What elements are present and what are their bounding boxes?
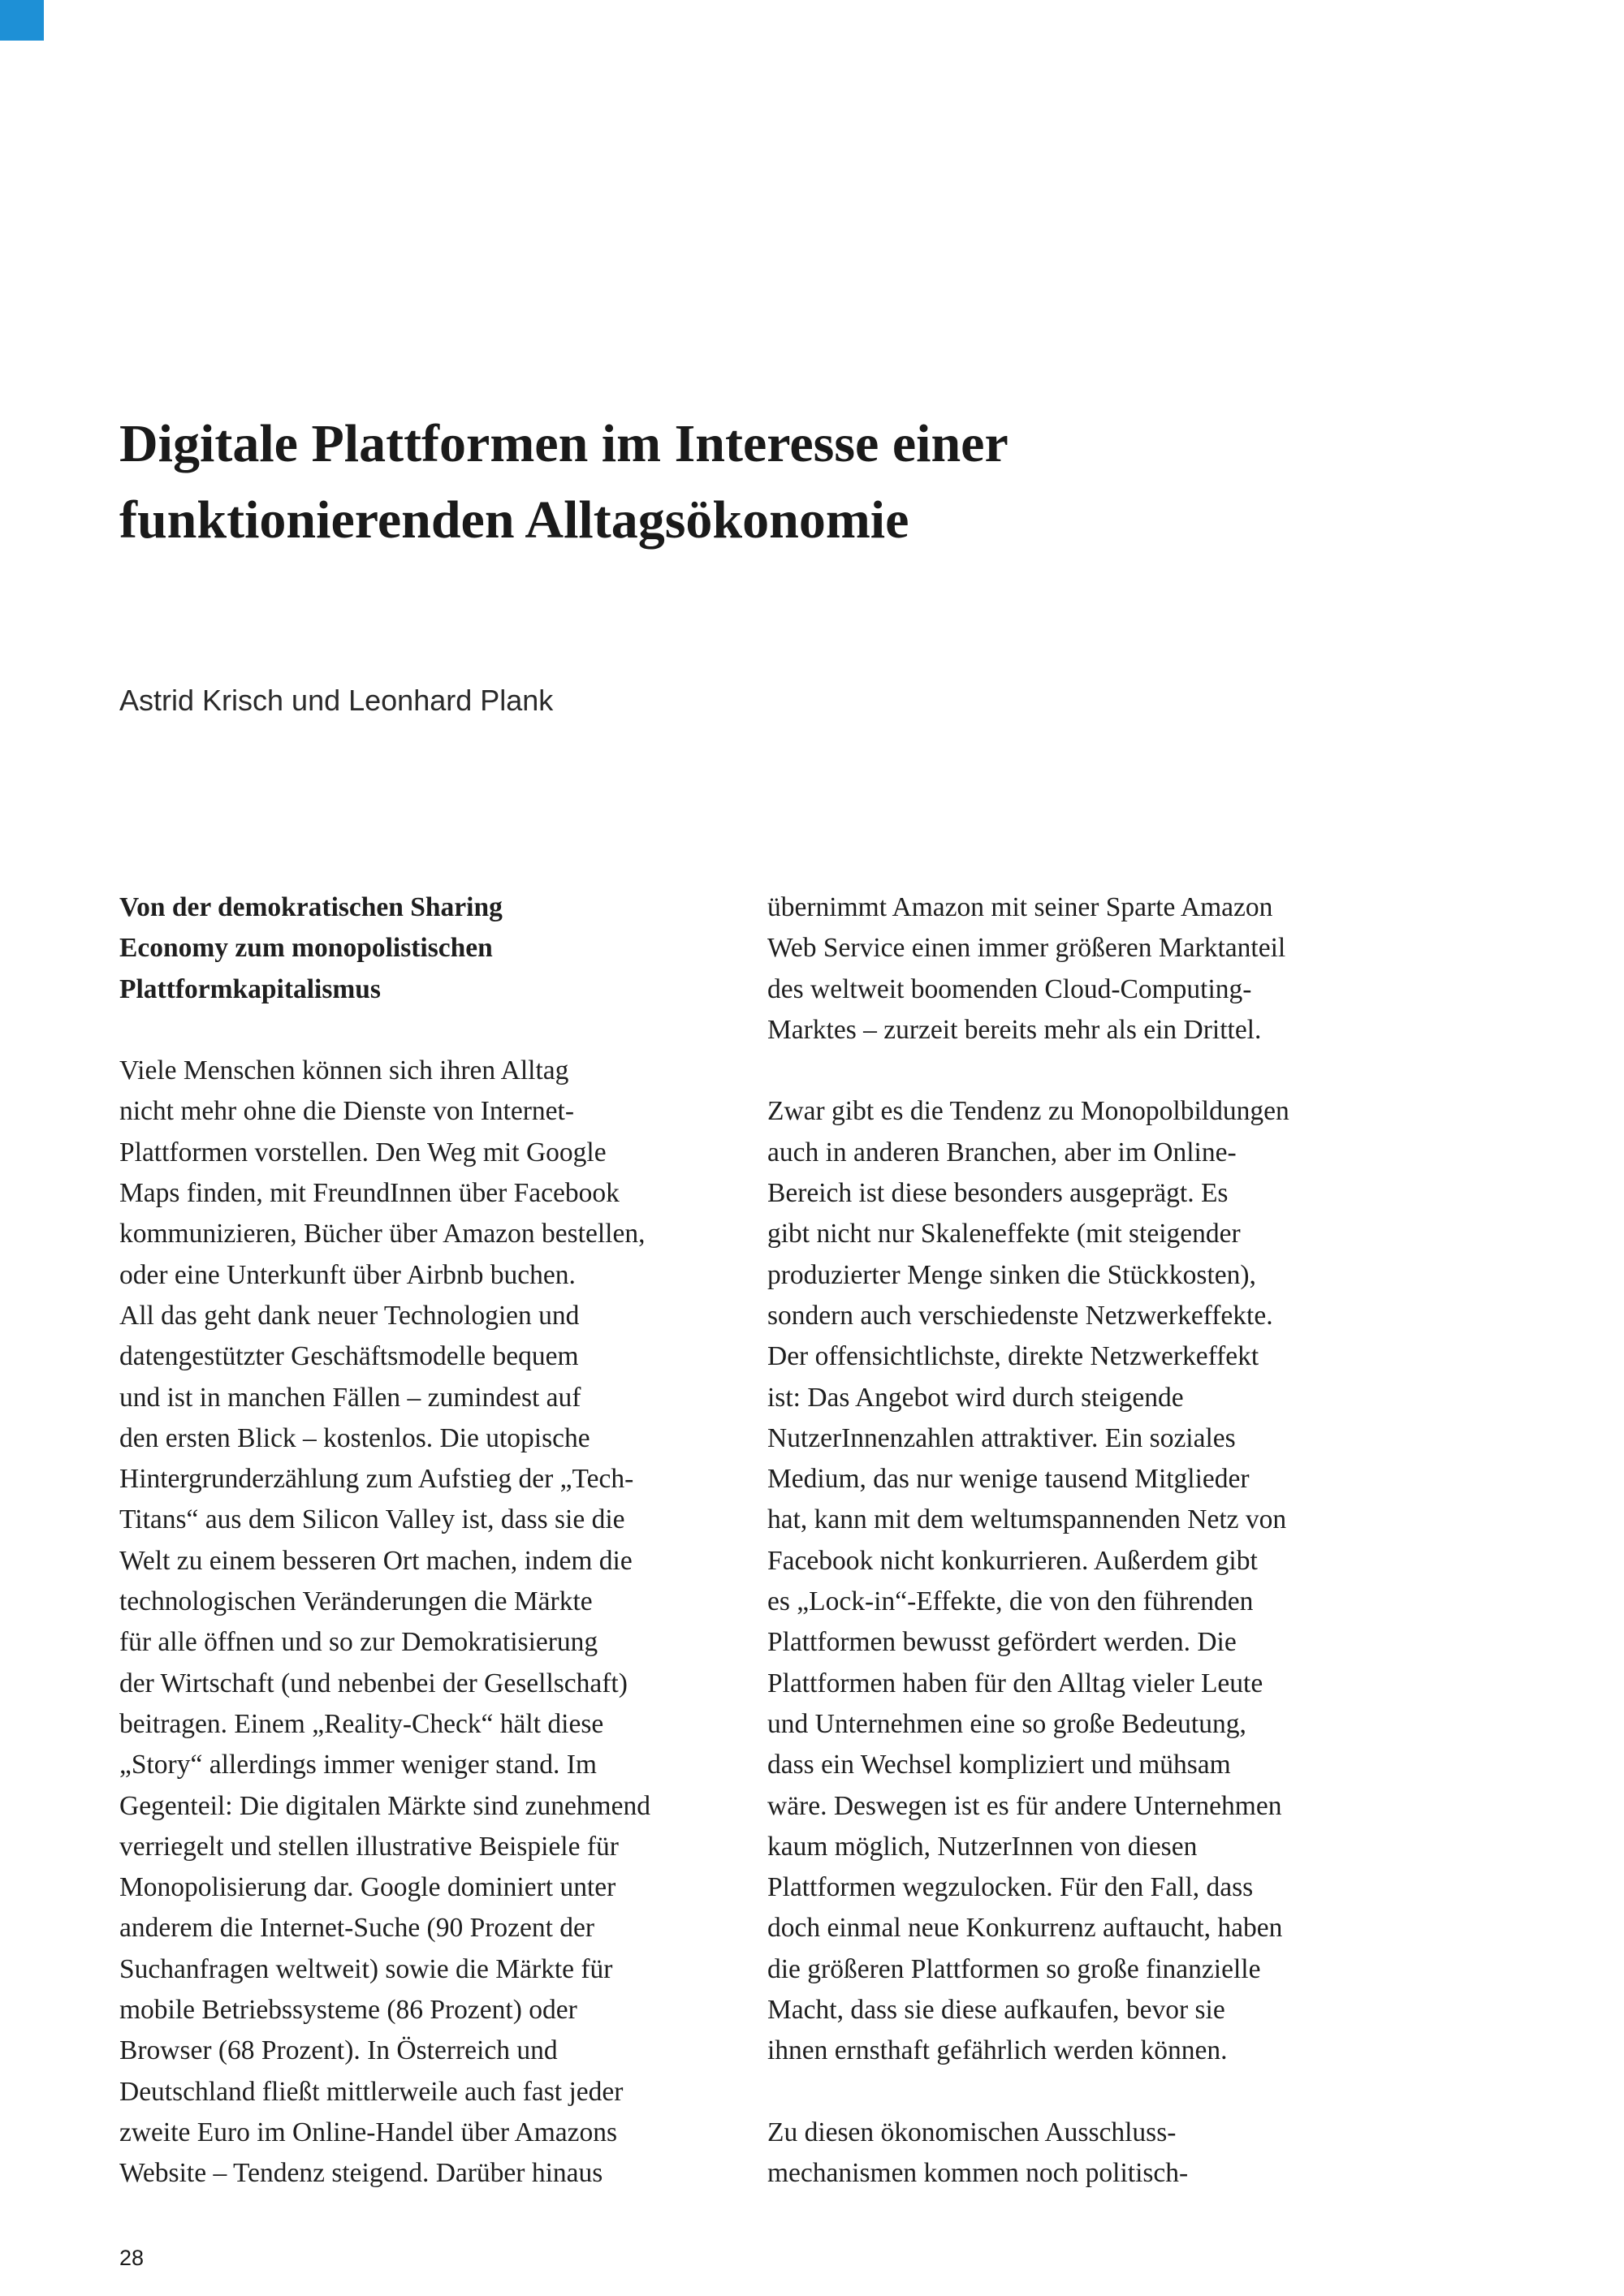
text-line: Macht, dass sie diese aufkaufen, bevor sie (767, 1995, 1225, 2026)
text-line: übernimmt Amazon mit seiner Sparte Amazon (767, 892, 1273, 922)
body-paragraph (767, 887, 1384, 1051)
text-line: datengestützter Geschäftsmodelle bequem (119, 1341, 579, 1372)
text-line: den ersten Blick – kostenlos. Die utopische (119, 1422, 590, 1453)
text-line: Website – Tendenz steigend. Darüber hinaus (119, 2158, 603, 2189)
text-line: beitragen. Einem „Reality-Check“ hält diese (119, 1708, 604, 1739)
title-line: funktionierenden Alltagsökonomie (119, 490, 909, 550)
text-line: der Wirtschaft (und nebenbei der Gesellschaft) (119, 1668, 628, 1698)
text-line: kommunizieren, Bücher über Amazon bestellen, (119, 1219, 646, 1249)
section-heading-line: Von der demokratischen Sharing (119, 892, 503, 922)
text-line: Zu diesen ökonomischen Ausschluss- (767, 2117, 1177, 2147)
text-line: Web Service einen immer größeren Marktanteil (767, 933, 1286, 964)
section-heading (119, 887, 736, 1010)
text-line: gibt nicht nur Skaleneffekte (mit steigender (767, 1219, 1241, 1249)
text-line: zweite Euro im Online-Handel über Amazons (119, 2117, 618, 2147)
section-heading-line: Plattformkapitalismus (119, 973, 381, 1004)
text-line: Zwar gibt es die Tendenz zu Monopolbildungen (767, 1096, 1289, 1127)
text-line: wäre. Deswegen ist es für andere Unternehmen (767, 1790, 1282, 1821)
text-line: Browser (68 Prozent). In Österreich und (119, 2035, 558, 2066)
text-line: es „Lock-in“-Effekte, die von den führenden (767, 1586, 1254, 1617)
text-line: Deutschland fließt mittlerweile auch fast jeder (119, 2076, 624, 2107)
text-line: die größeren Plattformen so große finanzielle (767, 1953, 1261, 1984)
text-line: Medium, das nur wenige tausend Mitglieder (767, 1464, 1250, 1495)
text-line: All das geht dank neuer Technologien und (119, 1300, 580, 1331)
text-line: „Story“ allerdings immer weniger stand. Im (119, 1750, 597, 1780)
text-line: hat, kann mit dem weltumspannenden Netz von (767, 1504, 1287, 1535)
title-line: Digitale Plattformen im Interesse einer (119, 414, 1009, 473)
body-paragraph (119, 1051, 736, 2194)
text-line: Welt zu einem besseren Ort machen, indem die (119, 1545, 633, 1576)
text-line: für alle öffnen und so zur Demokratisierung (119, 1627, 598, 1658)
text-line: des weltweit boomenden Cloud-Computing- (767, 973, 1252, 1004)
text-line: und Unternehmen eine so große Bedeutung, (767, 1708, 1246, 1739)
text-line: Gegenteil: Die digitalen Märkte sind zunehmend (119, 1790, 650, 1821)
text-line: anderem die Internet-Suche (90 Prozent der (119, 1913, 595, 1944)
text-line: ist: Das Angebot wird durch steigende (767, 1382, 1184, 1413)
text-line: verriegelt und stellen illustrative Beispiele für (119, 1831, 619, 1862)
text-line: nicht mehr ohne die Dienste von Internet- (119, 1096, 575, 1127)
text-line: Monopolisierung dar. Google dominiert unter (119, 1872, 616, 1903)
text-line: produzierter Menge sinken die Stückkosten), (767, 1259, 1256, 1290)
paragraph-gap (767, 2072, 1384, 2113)
text-line: Plattformen bewusst gefördert werden. Die (767, 1627, 1237, 1658)
text-line: Plattformen vorstellen. Den Weg mit Google (119, 1137, 607, 1167)
text-line: Titans“ aus dem Silicon Valley ist, dass sie die (119, 1504, 625, 1535)
text-line: mobile Betriebssysteme (86 Prozent) oder (119, 1995, 577, 2026)
right-text-column (767, 887, 1384, 2195)
article-authors: Astrid Krisch und Leonhard Plank (119, 684, 554, 717)
text-line: doch einmal neue Konkurrenz auftaucht, haben (767, 1913, 1283, 1944)
body-paragraph (767, 2113, 1384, 2195)
text-line: technologischen Veränderungen die Märkte (119, 1586, 593, 1617)
text-line: Suchanfragen weltweit) sowie die Märkte für (119, 1953, 613, 1984)
text-line: ihnen ernsthaft gefährlich werden können. (767, 2035, 1228, 2066)
text-line: Der offensichtlichste, direkte Netzwerkeffekt (767, 1341, 1259, 1372)
paragraph-gap (767, 1051, 1384, 1091)
section-heading-line: Economy zum monopolistischen (119, 933, 493, 964)
paragraph-gap (119, 1010, 736, 1051)
text-line: mechanismen kommen noch politisch- (767, 2158, 1189, 2189)
text-line: Plattformen wegzulocken. Für den Fall, dass (767, 1872, 1254, 1903)
page-number: 28 (119, 2246, 145, 2270)
text-line: und ist in manchen Fällen – zumindest auf (119, 1382, 581, 1413)
left-text-column (119, 887, 736, 2195)
text-line: NutzerInnenzahlen attraktiver. Ein soziales (767, 1422, 1236, 1453)
text-line: auch in anderen Branchen, aber im Online- (767, 1137, 1237, 1167)
text-line: Maps finden, mit FreundInnen über Facebook (119, 1178, 620, 1209)
body-paragraph (767, 1091, 1384, 2071)
text-line: sondern auch verschiedenste Netzwerkeffekte. (767, 1300, 1273, 1331)
text-line: kaum möglich, NutzerInnen von diesen (767, 1831, 1198, 1862)
article-title (119, 406, 1337, 559)
corner-color-mark (0, 0, 44, 41)
text-line: oder eine Unterkunft über Airbnb buchen. (119, 1259, 576, 1290)
text-line: Hintergrunderzählung zum Aufstieg der „Tech- (119, 1464, 634, 1495)
text-line: Marktes – zurzeit bereits mehr als ein Drittel. (767, 1014, 1262, 1045)
text-line: dass ein Wechsel kompliziert und mühsam (767, 1750, 1231, 1780)
text-line: Viele Menschen können sich ihren Alltag (119, 1055, 569, 1086)
text-line: Facebook nicht konkurrieren. Außerdem gibt (767, 1545, 1258, 1576)
text-line: Bereich ist diese besonders ausgeprägt. Es (767, 1178, 1229, 1209)
text-line: Plattformen haben für den Alltag vieler Leute (767, 1668, 1263, 1698)
